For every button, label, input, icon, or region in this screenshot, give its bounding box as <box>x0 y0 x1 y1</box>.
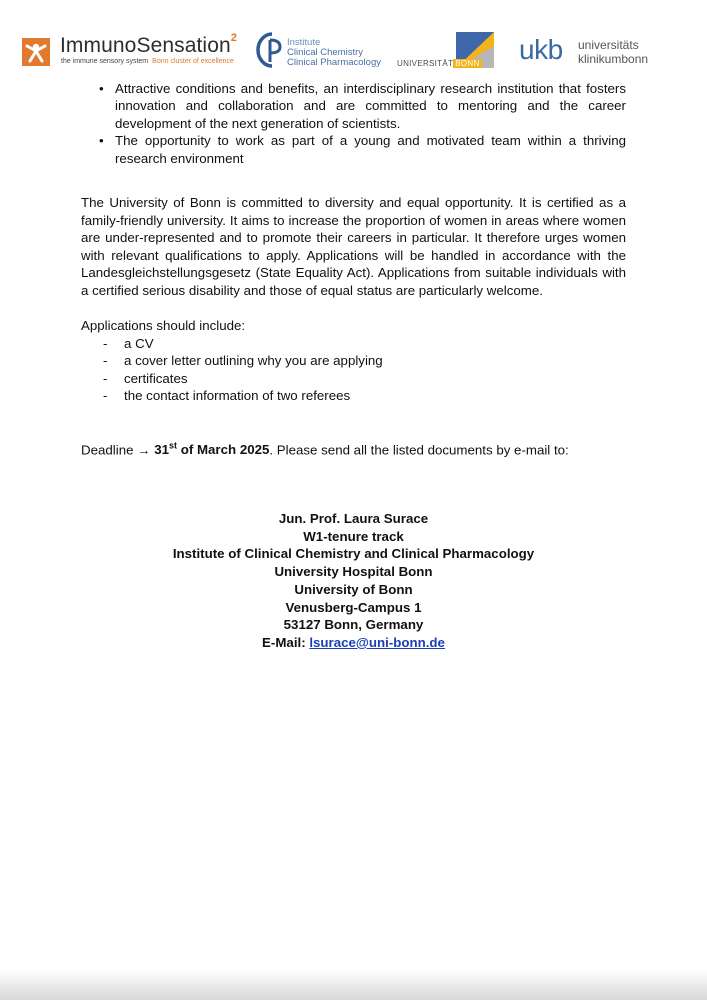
applications-section <box>81 317 626 405</box>
email-link[interactable]: lsurace@uni-bonn.de <box>309 634 445 650</box>
immunosensation-logo-icon <box>22 38 50 66</box>
contact-position: W1-tenure track <box>303 528 404 544</box>
list-item: - a CV <box>81 335 626 353</box>
arrow-icon: → <box>137 442 151 458</box>
contact-name: Jun. Prof. Laura Surace <box>278 511 429 526</box>
list-item: - a cover letter outlining why you are applying <box>81 352 626 370</box>
university-bonn-logo-text: UNIVERSITÄT BONN <box>397 59 480 68</box>
benefits-list <box>81 80 626 167</box>
deadline-line: Deadline → 31st of March 2025. Please send all the listed documents by e-mail to: <box>81 441 569 458</box>
ukb-logo-text: universitäts klinikumbonn <box>578 38 649 66</box>
contact-block <box>81 510 626 652</box>
contact-city: 53127 Bonn, Germany <box>283 617 424 633</box>
contact-university: University of Bonn <box>294 581 413 597</box>
list-item: • Attractive conditions and benefits, an interdisciplinary research institution that fosters innovation and collaboration and are committed to mentoring and the career development of the next generation of scientists. <box>81 80 626 132</box>
list-item: - certificates <box>81 370 626 388</box>
list-item: • The opportunity to work as part of a young and motivated team within a thriving research environment <box>81 132 626 167</box>
institute-logo-text: Institute Clinical Chemistry Clinical Pharmacology <box>287 37 381 68</box>
list-item: - the contact information of two referees <box>81 387 626 405</box>
applications-intro: Applications should include: <box>81 318 246 333</box>
contact-institute: Institute of Clinical Chemistry and Clinical Pharmacology <box>172 546 535 562</box>
page-header <box>0 0 707 80</box>
diversity-paragraph: The University of Bonn is committed to diversity and equal opportunity. It is certified as a family-friendly university. It aims to increase the proportion of women in areas where women are under-represented and to promote their careers in particular. It therefore urges women with relevant qualifications to apply. Applications will be handled in accordance with the Landesgleichstellungsgesetz (State Equality Act). Applications from suitable individuals with a certified serious disability and those of equal status are particularly welcome. <box>81 195 626 298</box>
contact-hospital: University Hospital Bonn <box>274 564 433 580</box>
ukb-logo-mark: ukb <box>519 34 563 65</box>
bottom-shadow <box>0 970 707 1000</box>
applications-list <box>81 335 626 405</box>
contact-campus: Venusberg-Campus 1 <box>285 599 422 615</box>
immunosensation-wordmark: ImmunoSensation$^2$ <box>60 32 237 57</box>
institute-logo-icon <box>254 30 284 70</box>
contact-email-line: E-Mail: lsurace@uni-bonn.de <box>262 634 445 650</box>
immunosensation-tagline: the immune sensory system Bonn cluster of excellence <box>61 58 234 65</box>
